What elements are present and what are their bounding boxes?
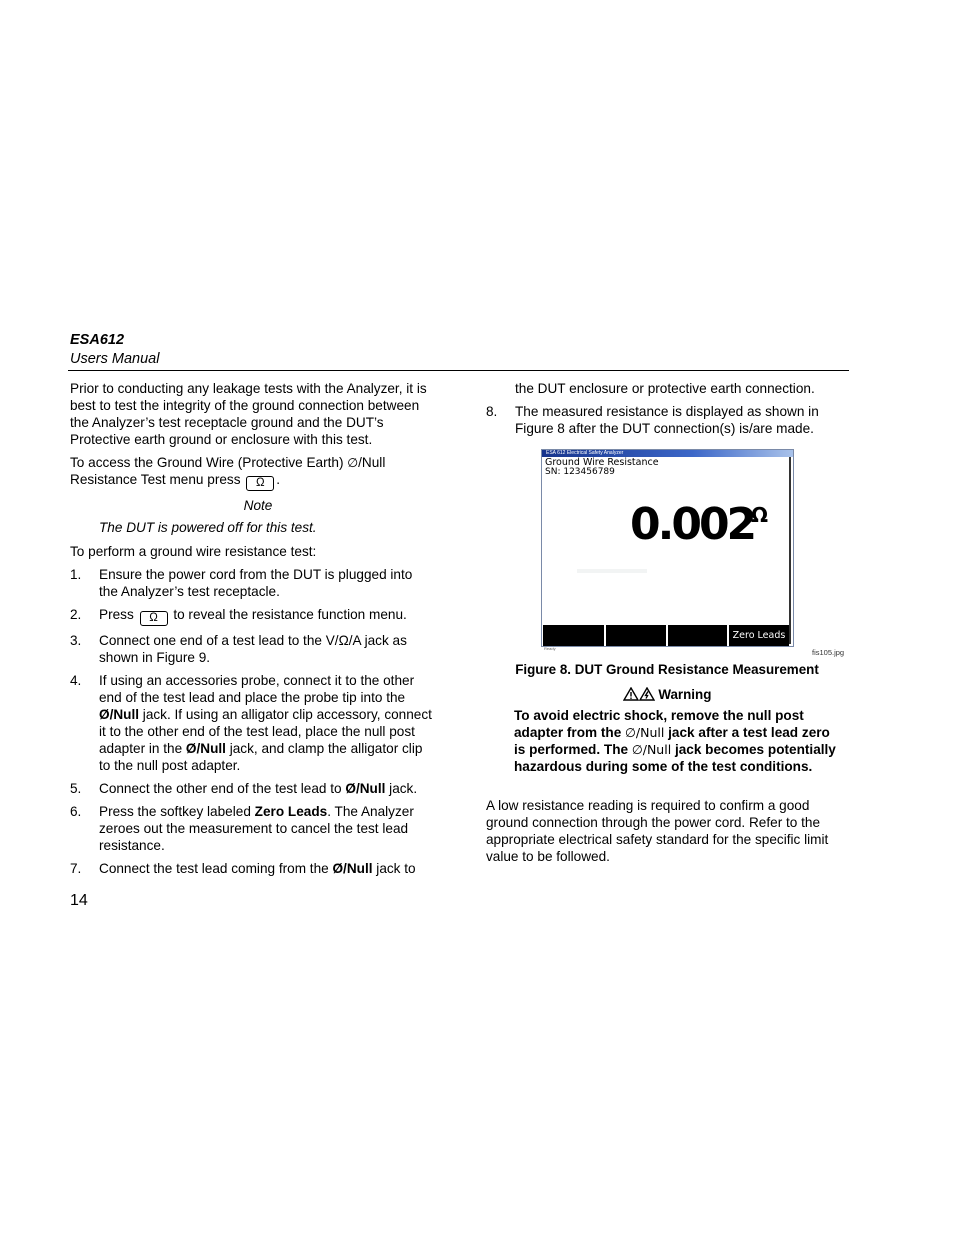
access-paragraph: To access the Ground Wire (Protective Earth) ∅/Null Resistance Test menu press Ω .: [70, 455, 386, 489]
low-resistance-paragraph: A low resistance reading is required to confirm a good ground connection through the power cord. Refer to the appropriate electrical safety standard for the specific limit value to be followed.: [486, 798, 829, 864]
warning-text: To avoid electric shock, remove the null post adapter from the ∅/Null jack after a test lead zero is performed. The ∅/Null jack becomes potentially hazardous during some of the test conditions.: [514, 708, 836, 774]
step-7-continuation: the DUT enclosure or protective earth connection.: [515, 381, 815, 396]
intro-paragraph: Prior to conducting any leakage tests with the Analyzer, it is best to test the integrity of the ground connection between the Analyzer’s test receptacle ground and the DUT’s Protective earth ground or enclosure with this test.: [70, 381, 427, 447]
manual-subtitle: Users Manual: [70, 351, 160, 367]
status-text: Ready: [544, 646, 556, 651]
figure-screen-capture: [541, 449, 794, 651]
shock-hazard-icon: [639, 687, 655, 701]
ohm-unit: Ω: [751, 503, 769, 527]
softkey-1: [543, 625, 604, 646]
procedure-steps: [70, 566, 432, 877]
note-heading: Note: [243, 498, 273, 513]
list-item: 6. Press the softkey labeled Zero Leads. The Analyzer zeroes out the measurement to cancel the test lead resistance.: [70, 804, 414, 853]
procedure-steps-continued: [486, 403, 848, 437]
serial-number: SN: 123456789: [545, 467, 615, 477]
list-item: 8. The measured resistance is displayed as shown in Figure 8 after the DUT connection(s) is/are made.: [486, 404, 819, 436]
resistance-reading: 0.002: [630, 499, 755, 550]
screen-title: Ground Wire Resistance: [545, 457, 659, 468]
list-item: 7. Connect the test lead coming from the Ø/Null jack to: [70, 861, 416, 876]
manual-model-title: ESA612: [70, 332, 125, 348]
figure-caption: Figure 8. DUT Ground Resistance Measurement: [515, 662, 819, 677]
warning-triangle-icon: [623, 687, 639, 701]
window-title-bar: ESA 612 Electrical Safety Analyzer: [542, 450, 793, 457]
page-number: 14: [70, 892, 88, 909]
list-item: 1. Ensure the power cord from the DUT is plugged into the Analyzer’s test receptacle.: [70, 567, 413, 599]
faint-screen-text: [577, 569, 647, 573]
procedure-intro: To perform a ground wire resistance test:: [70, 544, 317, 559]
softkey-3: [668, 625, 727, 646]
header-rule: [68, 370, 849, 371]
ohm-key-icon: Ω: [140, 611, 168, 626]
ohm-key-icon: Ω: [246, 476, 274, 491]
figure-file-id: fis105.jpg: [812, 648, 845, 657]
right-column: [486, 380, 848, 443]
zero-leads-softkey: Zero Leads: [729, 625, 789, 646]
warning-heading: Warning: [486, 686, 848, 703]
list-item: 5. Connect the other end of the test lead to Ø/Null jack.: [70, 781, 418, 796]
analyzer-screen: [543, 457, 791, 651]
list-item: 2. Press Ω to reveal the resistance function menu.: [70, 607, 407, 624]
list-item: 3. Connect one end of a test lead to the V/Ω/A jack as shown in Figure 9.: [70, 633, 407, 665]
list-item: 4. If using an accessories probe, connect it to the other end of the test lead and place the probe tip into the Ø/Null jack. If using an alligator clip accessory, connect it to the other end of the test lead, place the null post adapter in the Ø/Null jack, and clamp the alligator clip to the null post adapter.: [70, 673, 432, 773]
left-column: [70, 380, 432, 883]
softkey-2: [606, 625, 666, 646]
note-text: The DUT is powered off for this test.: [99, 520, 317, 535]
